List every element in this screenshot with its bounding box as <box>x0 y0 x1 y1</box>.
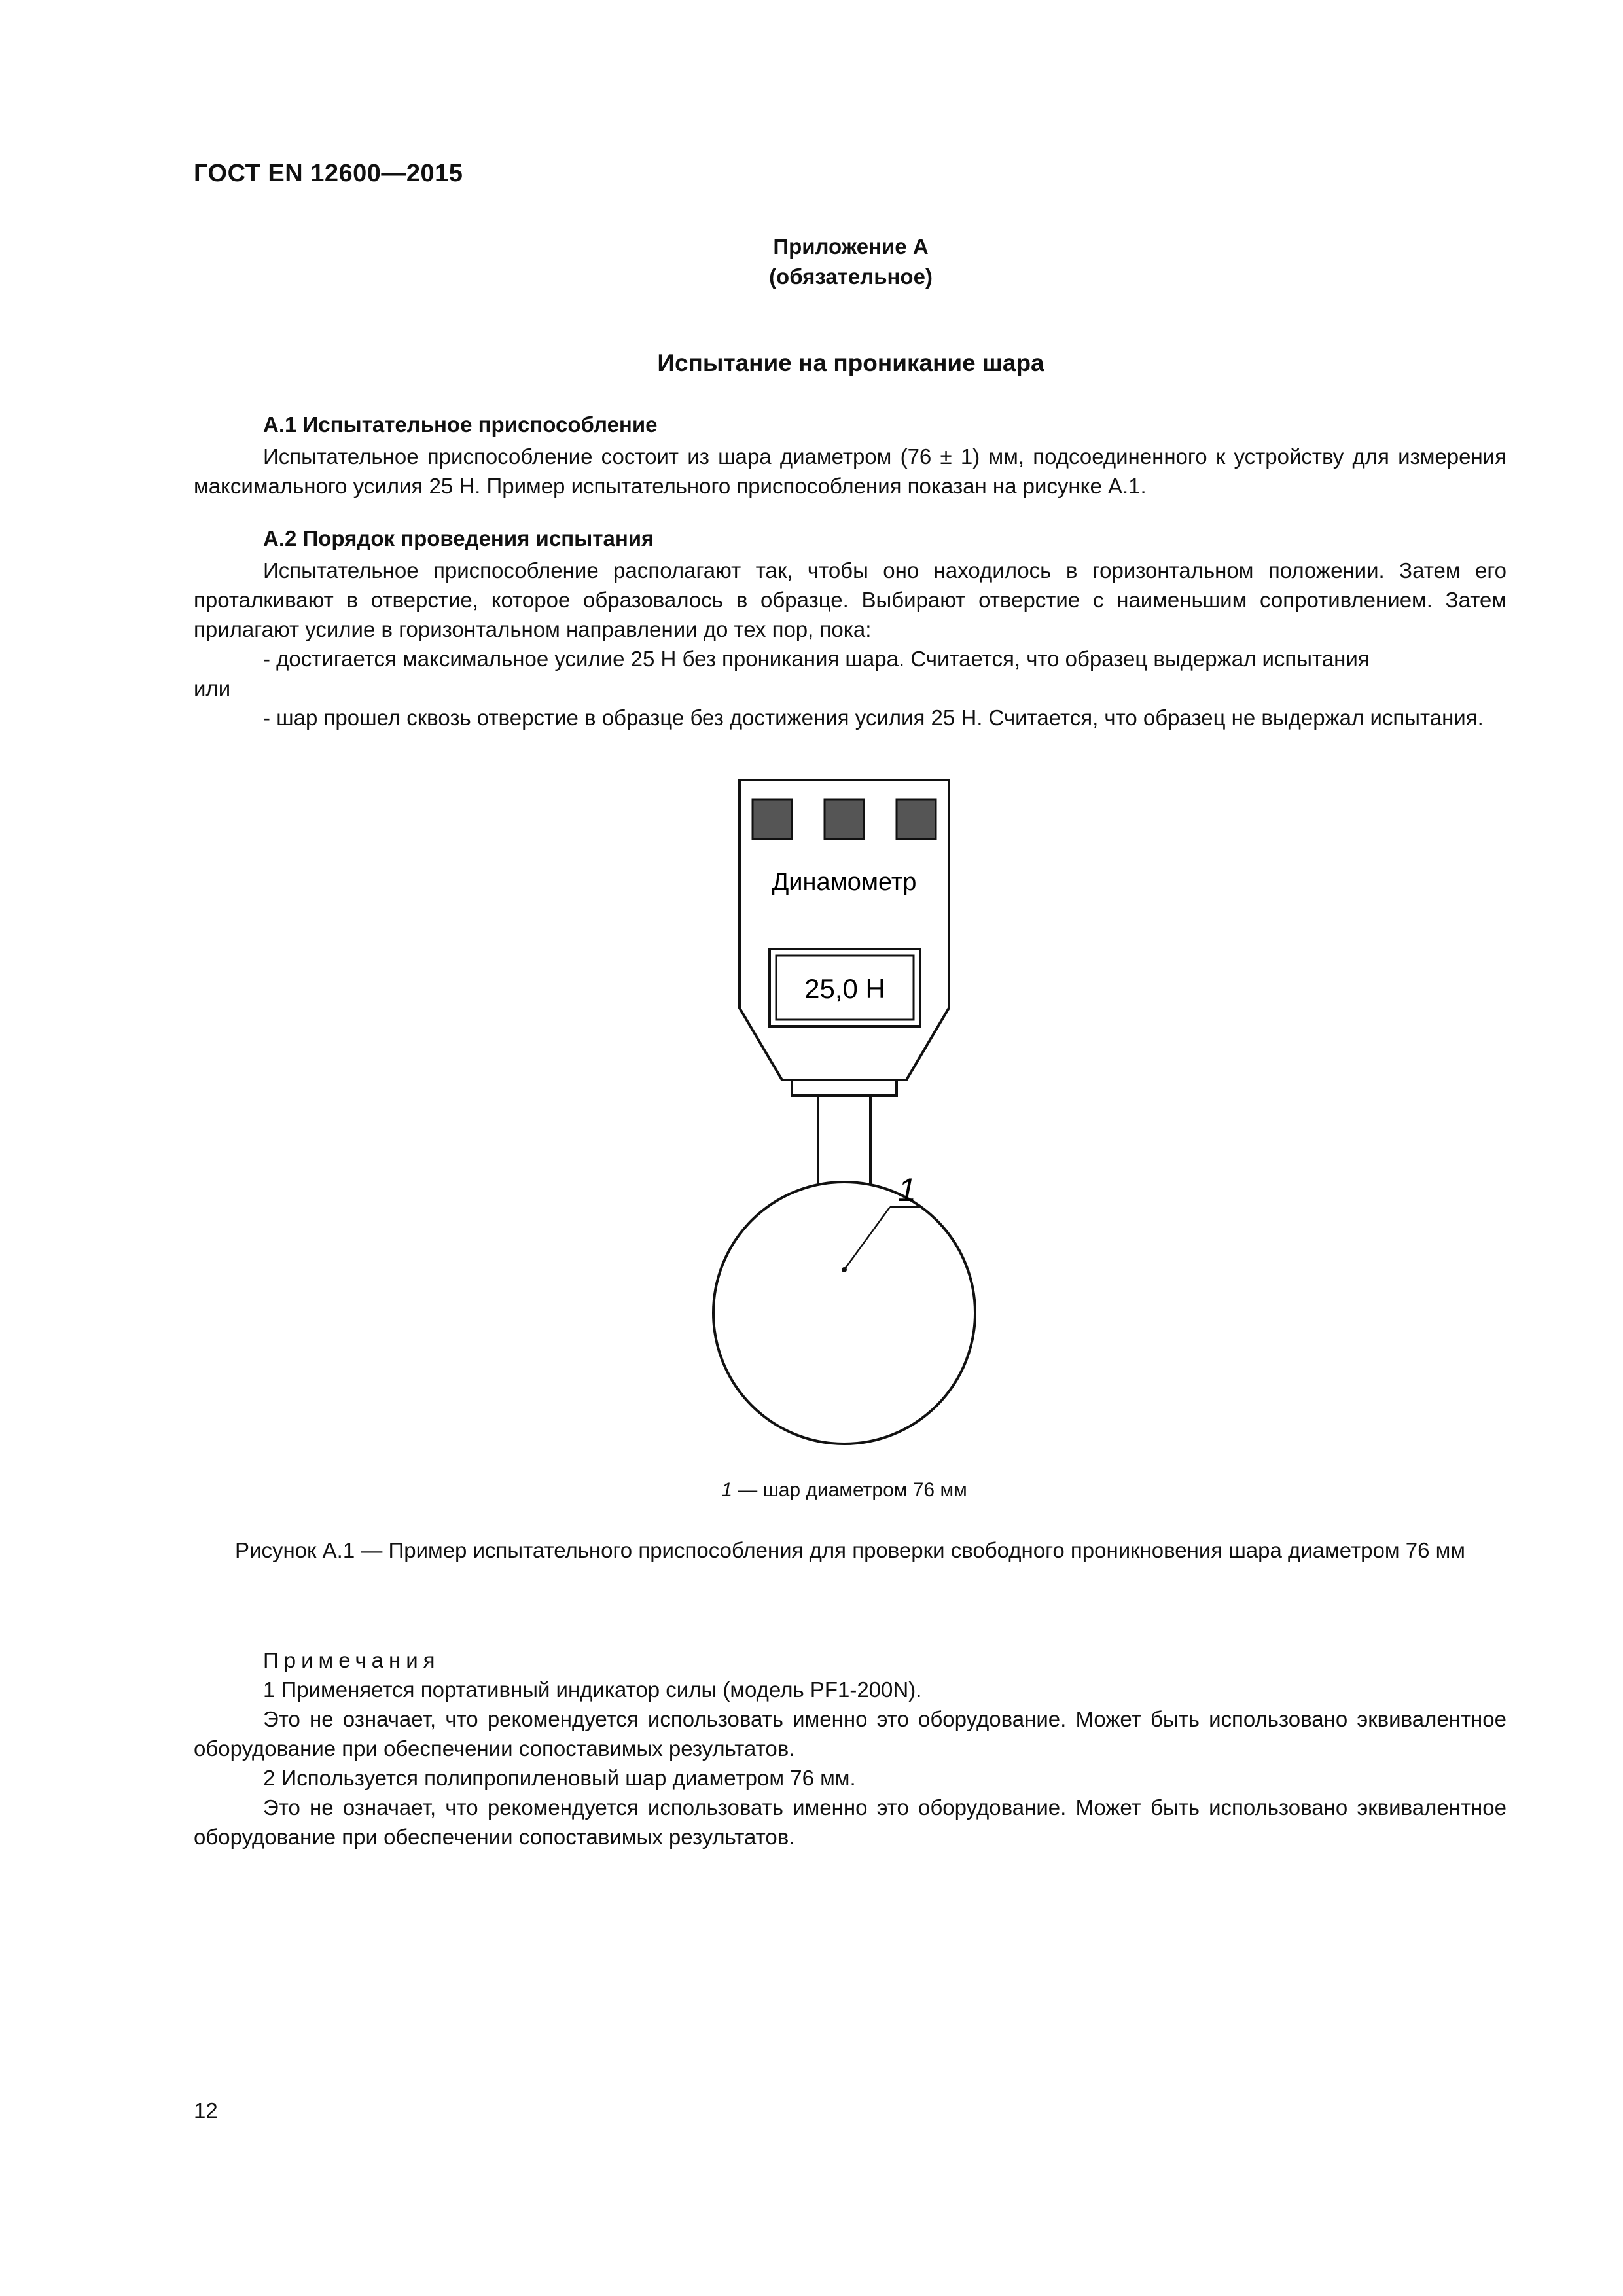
section-a1 <box>194 410 1507 501</box>
section-a2-text: Испытательное приспособление располагают так, чтобы оно находилось в горизонтальном положении. Затем его проталкивают в отверстие, которое образовалось в образце. Выбирают отверстие с наименьшим сопротивлением. Затем прилагают усилие в горизонтальном направлении до тех пор, пока: <box>194 558 1507 641</box>
figure-a1 <box>694 779 995 1473</box>
indicator-light-3 <box>897 800 936 839</box>
test-ball <box>713 1182 975 1444</box>
note-1-text: Это не означает, что рекомендуется использовать именно это оборудование. Может быть использовано эквивалентное оборудование при обеспечении сопоставимых результатов. <box>194 1707 1507 1761</box>
appendix-status: (обязательное) <box>769 264 933 289</box>
notes-heading: Примечания <box>263 1648 440 1672</box>
notes-block <box>194 1645 1507 1852</box>
note-2-text: Это не означает, что рекомендуется использовать именно это оборудование. Может быть использовано эквивалентное оборудование при обеспечении сопоставимых результатов. <box>194 1795 1507 1849</box>
section-a2-or: или <box>194 676 231 700</box>
section-a2 <box>194 524 1507 732</box>
page-number: 12 <box>194 2098 218 2123</box>
indicator-light-2 <box>825 800 864 839</box>
display-value: 25,0 Н <box>804 973 885 1004</box>
figure-caption: Рисунок А.1 — Пример испытательного приспособления для проверки свободного проникновения шара диаметром 76 мм <box>235 1538 1465 1562</box>
annex-title: Испытание на проникание шара <box>657 350 1044 376</box>
callout-number: 1 <box>898 1172 916 1208</box>
note-2: 2 Используется полипропиленовый шар диаметром 76 мм. <box>263 1766 856 1790</box>
section-a1-text: Испытательное приспособление состоит из шара диаметром (76 ± 1) мм, подсоединенного к устройству для измерения максимального усилия 25 Н. Пример испытательного приспособления показан на рисунке А.1. <box>194 444 1507 498</box>
section-a1-heading: А.1 Испытательное приспособление <box>263 412 658 437</box>
callout-dot <box>842 1267 847 1272</box>
connector-flange <box>792 1080 897 1096</box>
appendix-heading <box>654 232 1047 292</box>
connector-rod <box>818 1096 870 1187</box>
dynamometer-label: Динамометр <box>772 869 917 896</box>
document-header: ГОСТ EN 12600—2015 <box>194 160 463 187</box>
section-a2-heading: А.2 Порядок проведения испытания <box>263 526 654 550</box>
indicator-light-1 <box>753 800 792 839</box>
section-a2-item-2: - шар прошел сквозь отверстие в образце без достижения усилия 25 Н. Считается, что образец не выдержал испытания. <box>263 706 1484 730</box>
appendix-label: Приложение А <box>773 234 929 259</box>
legend-text: — шар диаметром 76 мм <box>732 1479 967 1501</box>
section-a2-item-1: - достигается максимальное усилие 25 Н без проникания шара. Считается, что образец выдержал испытания <box>263 647 1370 671</box>
figure-legend <box>589 1479 1099 1501</box>
note-1: 1 Применяется портативный индикатор силы (модель PF1-200N). <box>263 1677 922 1702</box>
dynamometer-drawing <box>694 779 995 1473</box>
legend-number: 1 <box>721 1479 732 1501</box>
